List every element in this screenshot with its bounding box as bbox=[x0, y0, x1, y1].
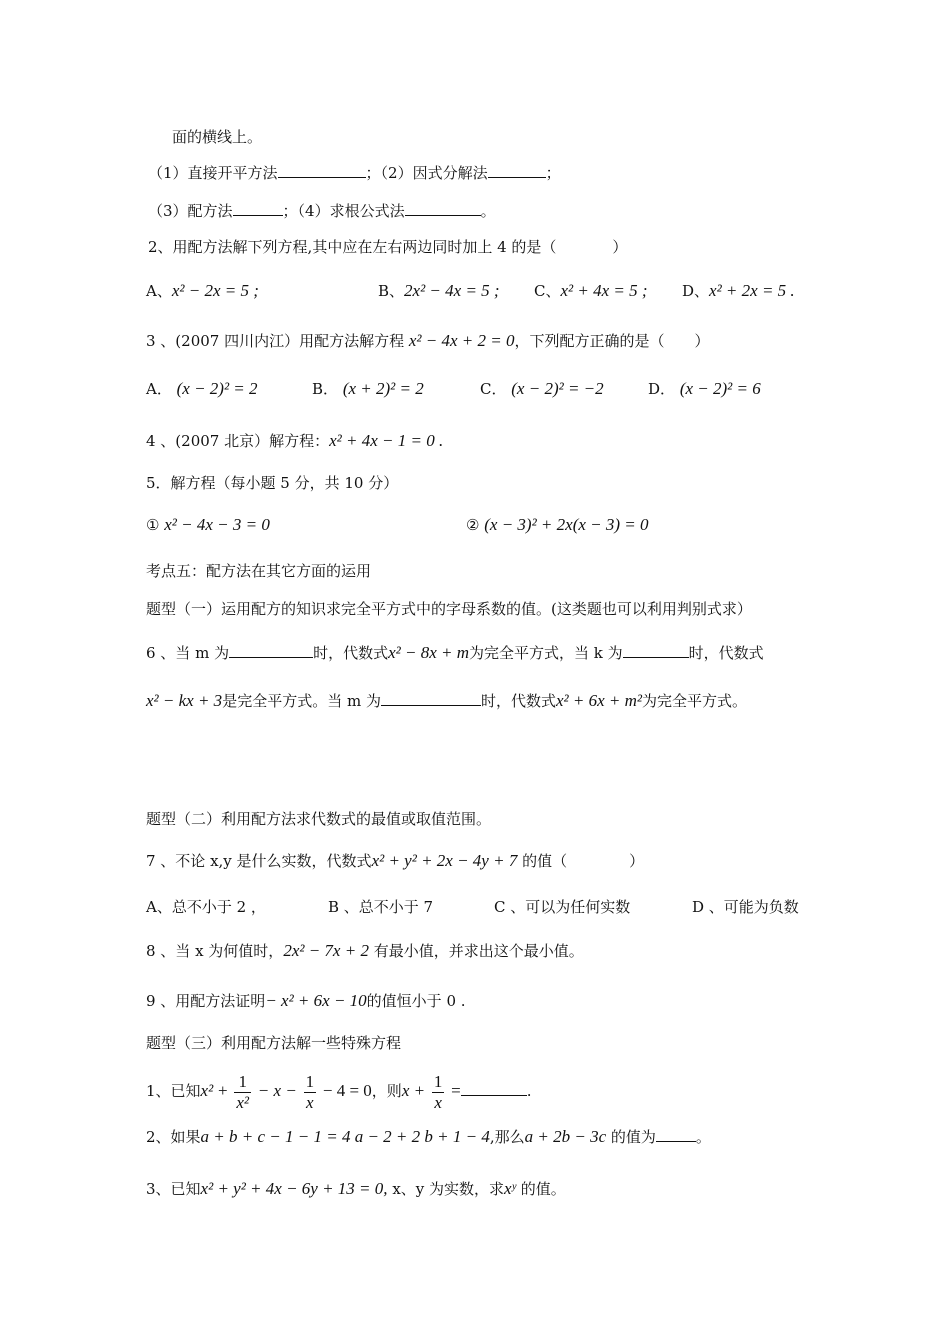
question-5: 5．解方程（每小题 5 分，共 10 分） bbox=[146, 474, 399, 492]
s3-c: 的值。 bbox=[520, 1180, 566, 1198]
s2-b: ,那么 bbox=[489, 1128, 525, 1146]
q6-eq1: x² − 8x + m bbox=[388, 643, 470, 662]
type-2-heading: 题型（二）利用配方法求代数式的最值或取值范围。 bbox=[146, 810, 492, 828]
s1-b: ，则 bbox=[371, 1082, 402, 1100]
question-6-line-1 bbox=[146, 642, 764, 664]
s1-plus: + bbox=[217, 1081, 228, 1100]
s1-x2: x² bbox=[200, 1081, 214, 1100]
s1-blank[interactable] bbox=[461, 1081, 527, 1096]
s1-a: 1、已知 bbox=[146, 1082, 201, 1100]
question-8 bbox=[146, 940, 584, 962]
frac-den: x bbox=[306, 1092, 314, 1112]
option-a bbox=[146, 280, 259, 302]
line-intro: 面的横线上。 bbox=[172, 128, 263, 146]
q8-b: 有最小值，并求出这个最小值。 bbox=[373, 942, 584, 960]
q9-eq: − x² + 6x − 10 bbox=[265, 991, 367, 1010]
q6-b: 时，代数式 bbox=[313, 644, 389, 662]
paren-close: ） bbox=[629, 852, 645, 870]
section-heading-kaodian5: 考点五：配方法在其它方面的运用 bbox=[146, 562, 372, 580]
option-a: A、总不小于 2 ， bbox=[146, 898, 266, 916]
question-3-eq: x² − 4x + 2 = 0 bbox=[408, 331, 515, 350]
option-b bbox=[378, 280, 500, 302]
special-3 bbox=[146, 1178, 566, 1200]
item-1-eq: x² − 4x − 3 = 0 bbox=[164, 515, 270, 534]
s2-c: 的值为 bbox=[610, 1128, 656, 1146]
question-4 bbox=[146, 430, 443, 452]
s2-blank[interactable] bbox=[656, 1127, 696, 1142]
q6-c: 为完全平方式，当 k 为 bbox=[469, 644, 623, 662]
question-2-text: 2、用配方法解下列方程,其中应在左右两边同时加上 4 的是（ bbox=[148, 238, 557, 256]
q9-b: 的值恒小于 0 . bbox=[366, 992, 466, 1010]
s1-x: x + bbox=[401, 1081, 426, 1100]
s1-minus-x: − x − bbox=[257, 1081, 297, 1100]
question-9 bbox=[146, 990, 466, 1012]
method-4-blank[interactable] bbox=[405, 201, 481, 216]
item-2-label: ② bbox=[466, 516, 480, 534]
frac-den: x² bbox=[236, 1092, 250, 1112]
q9-a: 9 、用配方法证明 bbox=[146, 992, 266, 1010]
methods-line-2 bbox=[148, 200, 496, 222]
s1-c: . bbox=[526, 1082, 532, 1100]
method-1-label: （1）直接开平方法 bbox=[148, 164, 278, 182]
q6-g: 为完全平方式。 bbox=[641, 692, 747, 710]
method-4-label: ；（4）求根公式法 bbox=[282, 202, 405, 220]
paren-close: ） bbox=[612, 238, 628, 256]
question-3-text-b: ，下列配方正确的是（ bbox=[514, 332, 665, 350]
type-3-heading: 题型（三）利用配方法解一些特殊方程 bbox=[146, 1034, 402, 1052]
frac-den: x bbox=[434, 1092, 442, 1112]
method-3-label: （3）配方法 bbox=[148, 202, 233, 220]
option-b-label: B、 bbox=[378, 282, 405, 300]
fraction-1-over-x bbox=[304, 1072, 317, 1113]
question-2 bbox=[148, 236, 627, 258]
s2-eq: a + b + c − 1 − 1 = 4 a − 2 + 2 b + 1 − 4 bbox=[200, 1127, 490, 1146]
frac-num: 1 bbox=[433, 1071, 443, 1091]
q6-blank-m[interactable] bbox=[229, 643, 313, 658]
item-1-label: ① bbox=[146, 516, 160, 534]
type-1-heading: 题型（一）运用配方的知识求完全平方式中的字母系数的值。(这类题也可以利用判别式求） bbox=[146, 600, 752, 618]
q8-a: 8 、当 x 为何值时， bbox=[146, 942, 284, 960]
q6-eq3: x² + 6x + m² bbox=[555, 691, 642, 710]
option-c-eq: (x − 2)² = −2 bbox=[511, 379, 604, 398]
option-a-eq: x² − 2x = 5 ; bbox=[171, 281, 259, 300]
q6-e: 是完全平方式。当 m 为 bbox=[222, 692, 381, 710]
question-3-text-a: 3 、(2007 四川内江）用配方法解方程 bbox=[146, 332, 405, 350]
s2-eq2: a + 2b − 3c bbox=[524, 1127, 607, 1146]
item-2 bbox=[466, 514, 649, 536]
fraction-1-over-x-2 bbox=[432, 1072, 445, 1113]
option-c-label: C、 bbox=[534, 282, 561, 300]
q6-a: 6 、当 m 为 bbox=[146, 644, 230, 662]
option-b-eq: (x + 2)² = 2 bbox=[342, 379, 424, 398]
question-2-options bbox=[146, 280, 826, 304]
option-b bbox=[312, 378, 424, 400]
item-1 bbox=[146, 514, 270, 536]
punct: 。 bbox=[480, 202, 496, 220]
method-2-blank[interactable] bbox=[488, 163, 546, 178]
question-3-options bbox=[146, 378, 826, 402]
question-5-items bbox=[146, 514, 746, 538]
punct: ； bbox=[545, 164, 561, 182]
question-4-text: 4 、(2007 北京）解方程： bbox=[146, 432, 330, 450]
special-1 bbox=[146, 1066, 532, 1116]
method-3-blank[interactable] bbox=[233, 201, 283, 216]
option-c: C 、可以为任何实数 bbox=[494, 898, 631, 916]
q7-b: 的值（ bbox=[522, 852, 568, 870]
s3-eq2: xʸ bbox=[504, 1179, 516, 1198]
option-c bbox=[534, 280, 648, 302]
option-b: B 、总不小于 7 bbox=[328, 898, 434, 916]
s2-a: 2、如果 bbox=[146, 1128, 201, 1146]
s1-tail: − 4 = 0 bbox=[322, 1081, 372, 1100]
item-2-eq: (x − 3)² + 2x(x − 3) = 0 bbox=[484, 515, 649, 534]
method-1-blank[interactable] bbox=[278, 163, 366, 178]
q6-blank-m2[interactable] bbox=[381, 691, 481, 706]
q7-eq: x² + y² + 2x − 4y + 7 bbox=[371, 851, 518, 870]
option-a-eq: (x − 2)² = 2 bbox=[176, 379, 258, 398]
q6-f: 时，代数式 bbox=[480, 692, 556, 710]
option-a bbox=[146, 378, 258, 400]
paren-close: ） bbox=[694, 332, 710, 350]
s3-eq: x² + y² + 4x − 6y + 13 = 0, bbox=[200, 1179, 388, 1198]
option-d-eq: x² + 2x = 5 . bbox=[709, 281, 795, 300]
option-d-label: D． bbox=[648, 380, 676, 398]
option-d: D 、可能为负数 bbox=[692, 898, 799, 916]
s3-a: 3、已知 bbox=[146, 1180, 201, 1198]
method-2-label: ；（2）因式分解法 bbox=[365, 164, 488, 182]
s3-b: x、y 为实数，求 bbox=[392, 1180, 505, 1198]
question-7-options bbox=[146, 896, 826, 920]
s1-eqs: = bbox=[451, 1081, 461, 1100]
option-c bbox=[480, 378, 604, 400]
fraction-1-over-x2 bbox=[234, 1072, 251, 1113]
q6-d: 时，代数式 bbox=[688, 644, 764, 662]
q8-eq: 2x² − 7x + 2 bbox=[283, 941, 369, 960]
q6-blank-k[interactable] bbox=[623, 643, 689, 658]
option-d bbox=[648, 378, 761, 400]
option-d-eq: (x − 2)² = 6 bbox=[679, 379, 761, 398]
option-c-label: C． bbox=[480, 380, 507, 398]
option-c-eq: x² + 4x = 5 ; bbox=[560, 281, 648, 300]
question-4-eq: x² + 4x − 1 = 0 . bbox=[329, 431, 444, 450]
methods-line-1 bbox=[148, 162, 561, 184]
frac-num: 1 bbox=[305, 1071, 315, 1091]
special-2 bbox=[146, 1126, 711, 1148]
frac-num: 1 bbox=[234, 1072, 251, 1093]
question-6-line-2 bbox=[146, 690, 747, 712]
s2-d: 。 bbox=[695, 1128, 711, 1146]
question-7 bbox=[146, 850, 644, 872]
option-b-label: B． bbox=[312, 380, 339, 398]
option-a-label: A、 bbox=[146, 282, 172, 300]
option-d bbox=[682, 280, 795, 302]
option-d-label: D、 bbox=[682, 282, 710, 300]
q6-eq2: x² − kx + 3 bbox=[146, 691, 223, 710]
option-a-label: A． bbox=[146, 380, 172, 398]
option-b-eq: 2x² − 4x = 5 ; bbox=[404, 281, 500, 300]
q7-a: 7 、不论 x,y 是什么实数，代数式 bbox=[146, 852, 372, 870]
question-3 bbox=[146, 330, 710, 352]
